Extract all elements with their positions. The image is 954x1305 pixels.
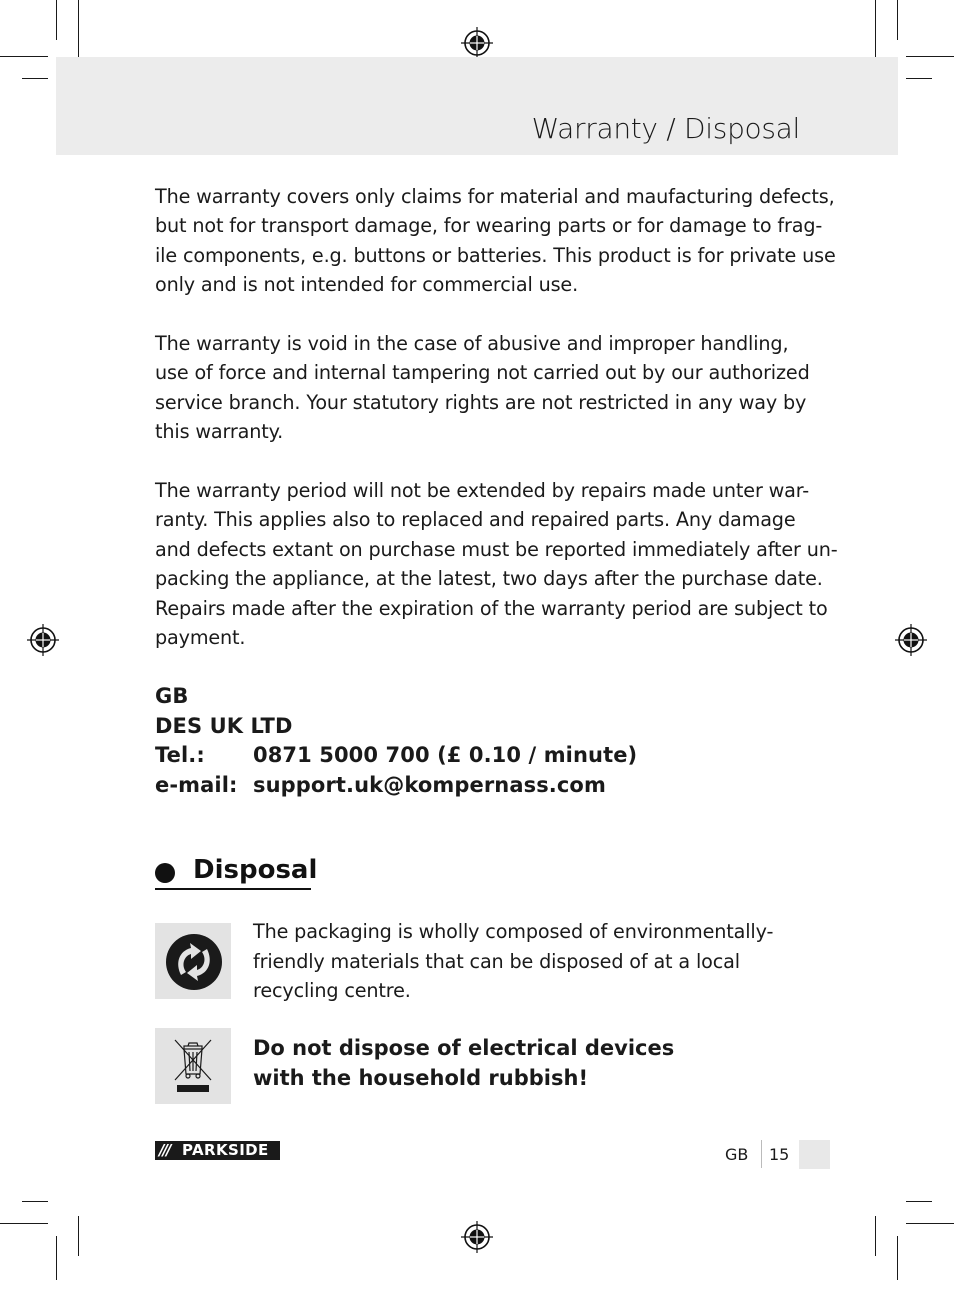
footer-tab <box>799 1140 830 1169</box>
tel-value: 0871 5000 700 (£ 0.10 / minute) <box>253 743 638 767</box>
text-line: and defects extant on purchase must be reported immediately after un- <box>155 537 838 561</box>
text-line: recycling centre. <box>253 979 411 1003</box>
heading-underline <box>155 888 311 890</box>
text-line: The packaging is wholly composed of environmentally- <box>253 920 774 943</box>
recycling-green-dot-icon <box>155 923 231 999</box>
recycling-icon-box <box>155 923 231 999</box>
contact-block <box>155 682 637 800</box>
contact-country: GB <box>155 684 189 708</box>
contact-company: DES UK LTD <box>155 713 293 738</box>
text-line: packing the appliance, at the latest, two days after the purchase date. <box>155 567 823 591</box>
logo-wordmark: PARKSIDE <box>182 1141 269 1159</box>
parkside-logo <box>155 1141 280 1160</box>
weee-icon-box <box>155 1028 231 1104</box>
text-line: The warranty period will not be extended by repairs made unter war- <box>155 479 810 502</box>
text-line: only and is not intended for commercial use. <box>155 273 579 297</box>
warranty-paragraph-2 <box>155 329 815 447</box>
warranty-paragraph-1 <box>155 182 836 300</box>
crossed-out-bin-weee-icon <box>155 1028 231 1104</box>
text-line: Repairs made after the expiration of the warranty period are subject to <box>155 596 828 620</box>
footer-language: GB <box>725 1145 749 1164</box>
text-line: with the household rubbish! <box>253 1065 589 1090</box>
text-line: but not for transport damage, for wearing parts or for damage to frag- <box>155 214 823 238</box>
registration-mark-icon <box>461 1221 493 1253</box>
text-line: payment. <box>155 626 246 650</box>
text-line: use of force and internal tampering not carried out by our authorized <box>155 361 810 385</box>
packaging-text <box>253 917 773 1006</box>
text-line: Do not dispose of electrical devices <box>253 1036 675 1060</box>
tel-label: Tel.: <box>155 743 205 767</box>
logo-slashes: /// <box>159 1141 170 1159</box>
text-line: ranty. This applies also to replaced and repaired parts. Any damage <box>155 508 796 532</box>
disposal-warning <box>253 1034 674 1093</box>
footer-divider <box>761 1140 762 1168</box>
registration-mark-icon <box>461 27 493 59</box>
page-number: 15 <box>769 1145 790 1164</box>
text-line: this warranty. <box>155 420 284 444</box>
contact-tel-row <box>155 741 637 771</box>
email-value: support.uk@kompernass.com <box>253 772 606 797</box>
registration-mark-icon <box>27 624 59 656</box>
text-line: The warranty is void in the case of abusive and improper handling, <box>155 332 789 355</box>
section-title: Disposal <box>193 855 318 885</box>
warranty-paragraph-3 <box>155 476 838 652</box>
contact-email-row <box>155 771 637 801</box>
text-line: ile components, e.g. buttons or batteries. This product is for private use <box>155 243 836 267</box>
email-label: e-mail: <box>155 772 238 797</box>
text-line: friendly materials that can be disposed of at a local <box>253 949 740 973</box>
registration-mark-icon <box>895 624 927 656</box>
text-line: The warranty covers only claims for material and maufacturing defects, <box>155 185 835 208</box>
page-title: Warranty / Disposal <box>531 112 800 145</box>
text-line: service branch. Your statutory rights are not restricted in any way by <box>155 390 807 414</box>
bullet-icon <box>155 863 175 883</box>
